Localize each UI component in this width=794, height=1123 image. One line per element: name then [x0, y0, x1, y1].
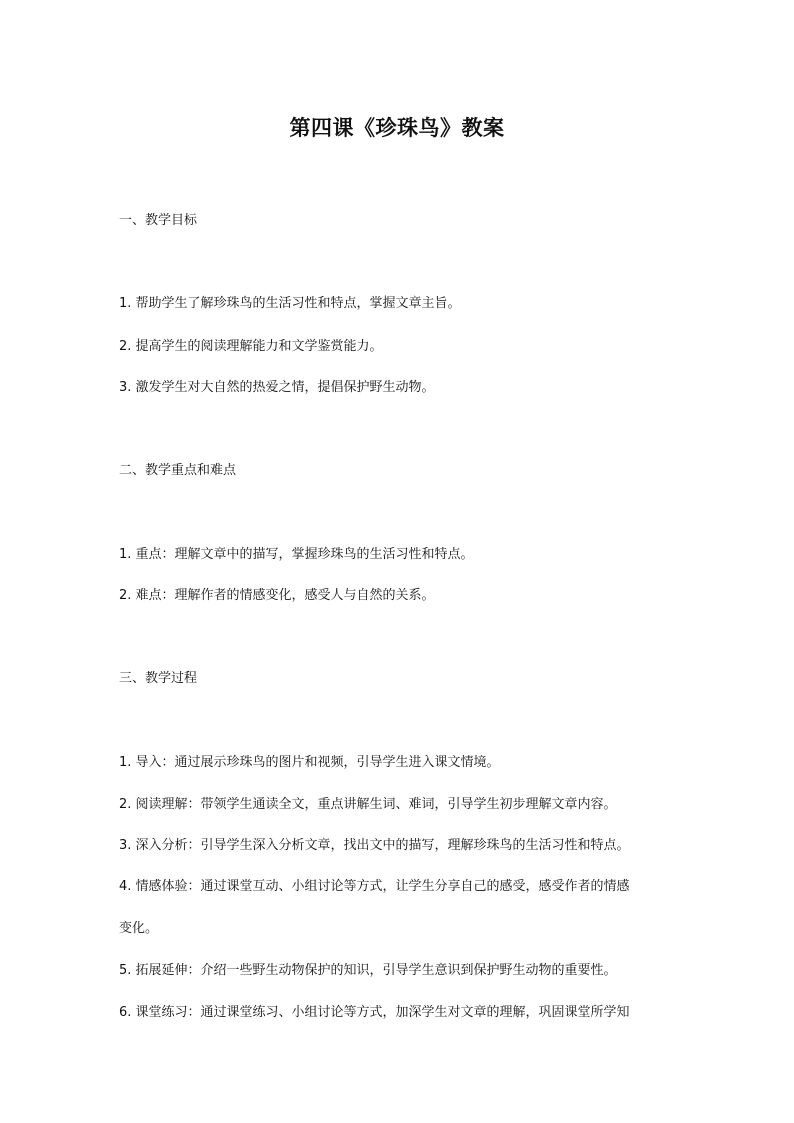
section-heading-process: 三、教学过程 [119, 671, 198, 686]
list-item: 4. 情感体验：通过课堂互动、小组讨论等方式，让学生分享自己的感受，感受作者的情感 [119, 879, 630, 894]
list-item: 3. 激发学生对大自然的热爱之情，提倡保护野生动物。 [119, 380, 435, 395]
list-item: 5. 拓展延伸：介绍一些野生动物保护的知识，引导学生意识到保护野生动物的重要性。 [119, 963, 617, 978]
list-item: 2. 难点：理解作者的情感变化，感受人与自然的关系。 [119, 588, 435, 603]
list-item: 1. 导入：通过展示珍珠鸟的图片和视频，引导学生进入课文情境。 [119, 755, 500, 770]
section-heading-key-points: 二、教学重点和难点 [119, 463, 237, 478]
list-item: 3. 深入分析：引导学生深入分析文章，找出文中的描写，理解珍珠鸟的生活习性和特点。 [119, 838, 630, 853]
list-item: 6. 课堂练习：通过课堂练习、小组讨论等方式，加深学生对文章的理解，巩固课堂所学知 [119, 1005, 630, 1020]
section-heading-objectives: 一、教学目标 [119, 213, 198, 228]
list-item: 1. 重点：理解文章中的描写，掌握珍珠鸟的生活习性和特点。 [119, 547, 474, 562]
document-title: 第四课《珍珠鸟》教案 [289, 116, 505, 140]
list-item: 2. 提高学生的阅读理解能力和文学鉴赏能力。 [119, 339, 383, 354]
list-item: 2. 阅读理解：带领学生通读全文，重点讲解生词、难词，引导学生初步理解文章内容。 [119, 797, 617, 812]
list-item: 1. 帮助学生了解珍珠鸟的生活习性和特点，掌握文章主旨。 [119, 296, 461, 311]
list-item-continuation: 变化。 [119, 921, 159, 936]
